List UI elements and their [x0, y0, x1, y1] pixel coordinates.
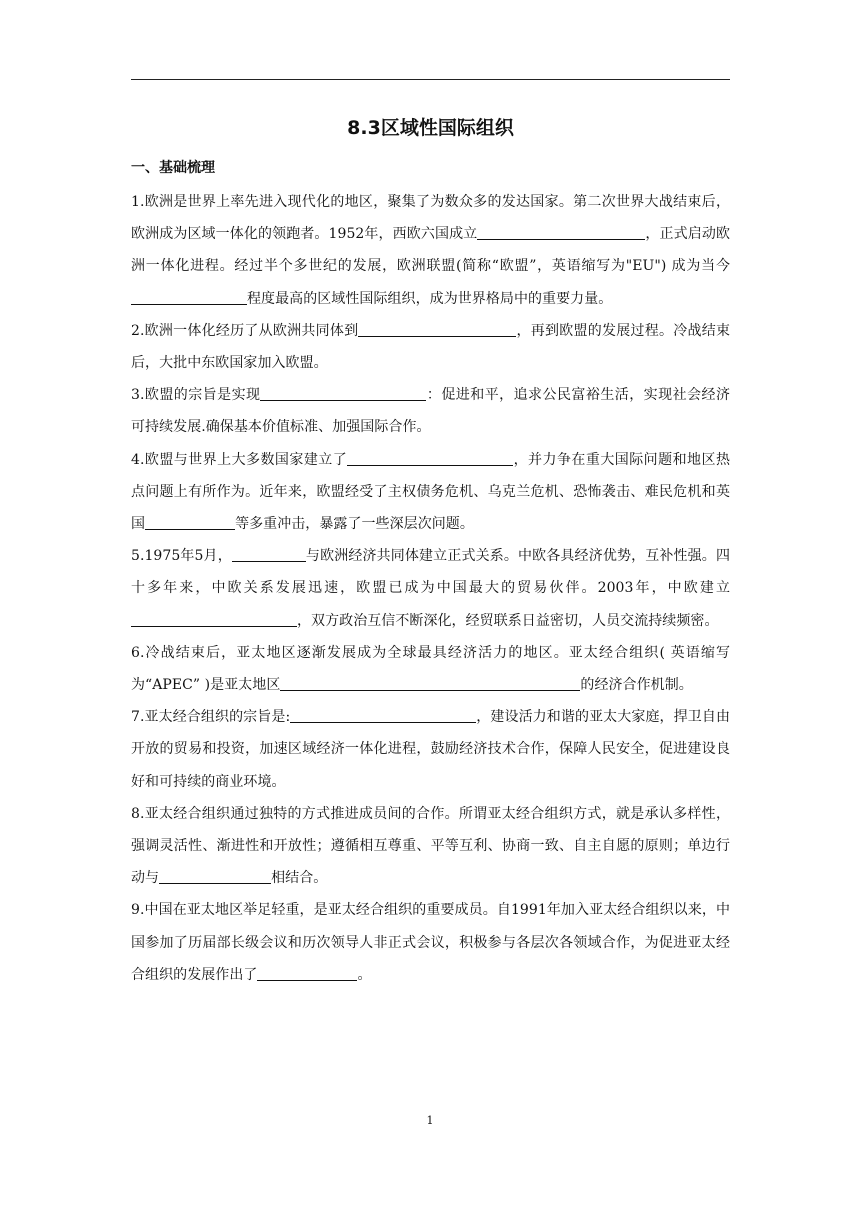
question-text: 5.1975年5月， — [131, 548, 232, 565]
question-1 — [131, 186, 730, 315]
question-text: 3.欧盟的宗旨是实现 — [131, 387, 261, 404]
question-7 — [131, 701, 730, 798]
question-text: 9.中国在亚太地区举足轻重，是亚太经合组织的重要成员。自1991年加入亚太经合组织以来，中国参加了历届部长级会议和历次领导人非正式会议，积极参与各层次各领域合作，为促进亚太经合组织的发展作出了 — [131, 902, 730, 983]
question-text: 程度最高的区域性国际组织，成为世界格局中的重要力量。 — [247, 290, 613, 307]
question-text: ，双方政治互信不断深化，经贸联系日益密切，人员交流持续频密。 — [297, 612, 719, 629]
section-heading: 一、基础梳理 — [131, 160, 215, 176]
answer-blank[interactable] — [232, 545, 306, 562]
question-text: 等多重冲击，暴露了一些深层次问题。 — [235, 516, 474, 533]
question-text: 与欧洲经济共同体建立正式关系。中欧各具经济优势，互补性强。四十多年来，中欧关系发展迅速，欧盟已成为中国最大的贸易伙伴。2003年，中欧建立 — [131, 548, 730, 597]
question-text: ，并力争在重大国际问题和地区热点问题上有所作为。近年来，欧盟经受了主权债务危机、乌克兰危机、恐怖袭击、难民危机和英国 — [131, 451, 730, 533]
question-list — [131, 186, 730, 991]
answer-blank[interactable] — [257, 964, 357, 981]
document-title: 8.3区域性国际组织 — [347, 117, 514, 139]
question-text: 的经济合作机制。 — [580, 677, 693, 694]
question-text: 相结合。 — [271, 870, 328, 887]
question-text: ：促进和平，追求公民富裕生活，实现社会经济可持续发展.确保基本价值标准、加强国际合作。 — [131, 387, 730, 436]
answer-blank[interactable] — [260, 384, 426, 401]
question-6 — [131, 637, 730, 701]
question-text: 1.欧洲是世界上率先进入现代化的地区，聚集了为数众多的发达国家。第二次世界大战结束后，欧洲成为区域一体化的领跑者。1952年，西欧六国成立 — [131, 194, 730, 243]
question-5 — [131, 540, 730, 637]
question-text: ，再到欧盟的发展过程。冷战结束后，大批中东欧国家加入欧盟。 — [131, 322, 730, 372]
question-text: ，建设活力和谐的亚太大家庭，捍卫自由开放的贸易和投资，加速区域经济一体化进程，鼓励经济技术合作，保障人民安全，促进建设良好和可持续的商业环境。 — [131, 709, 730, 790]
question-2 — [131, 315, 730, 379]
answer-blank[interactable] — [131, 610, 297, 627]
question-text: 7.亚太经合组织的宗旨是: — [131, 709, 291, 726]
header-rule — [131, 79, 730, 80]
question-9 — [131, 894, 730, 991]
question-text: 2.欧洲一体化经历了从欧洲共同体到 — [131, 322, 359, 339]
answer-blank[interactable] — [159, 867, 271, 884]
question-4 — [131, 444, 730, 541]
question-text: 8.亚太经合组织通过独特的方式推进成员间的合作。所谓亚太经合组织方式，就是承认多样性，强调灵活性、渐进性和开放性；遵循相互尊重、平等互利、协商一致、自主自愿的原则；单边行动与 — [131, 805, 730, 887]
answer-blank[interactable] — [477, 223, 645, 240]
question-8 — [131, 798, 730, 895]
page-number: 1 — [426, 1114, 434, 1127]
question-text: 。 — [357, 966, 372, 983]
answer-blank[interactable] — [280, 674, 580, 691]
answer-blank[interactable] — [347, 449, 513, 466]
answer-blank[interactable] — [131, 288, 247, 305]
answer-blank[interactable] — [358, 320, 516, 337]
question-text: ，正式启动欧洲一体化进程。经过半个多世纪的发展，欧洲联盟(简称“欧盟”，英语缩写为"EU") 成为当今 — [131, 226, 730, 275]
answer-blank[interactable] — [145, 513, 235, 530]
question-3 — [131, 379, 730, 443]
question-text: 4.欧盟与世界上大多数国家建立了 — [131, 451, 348, 468]
question-text: 6.冷战结束后，亚太地区逐渐发展成为全球最具经济活力的地区。亚太经合组织( 英语缩写为“APEC” )是亚太地区 — [131, 644, 730, 694]
answer-blank[interactable] — [290, 706, 476, 723]
